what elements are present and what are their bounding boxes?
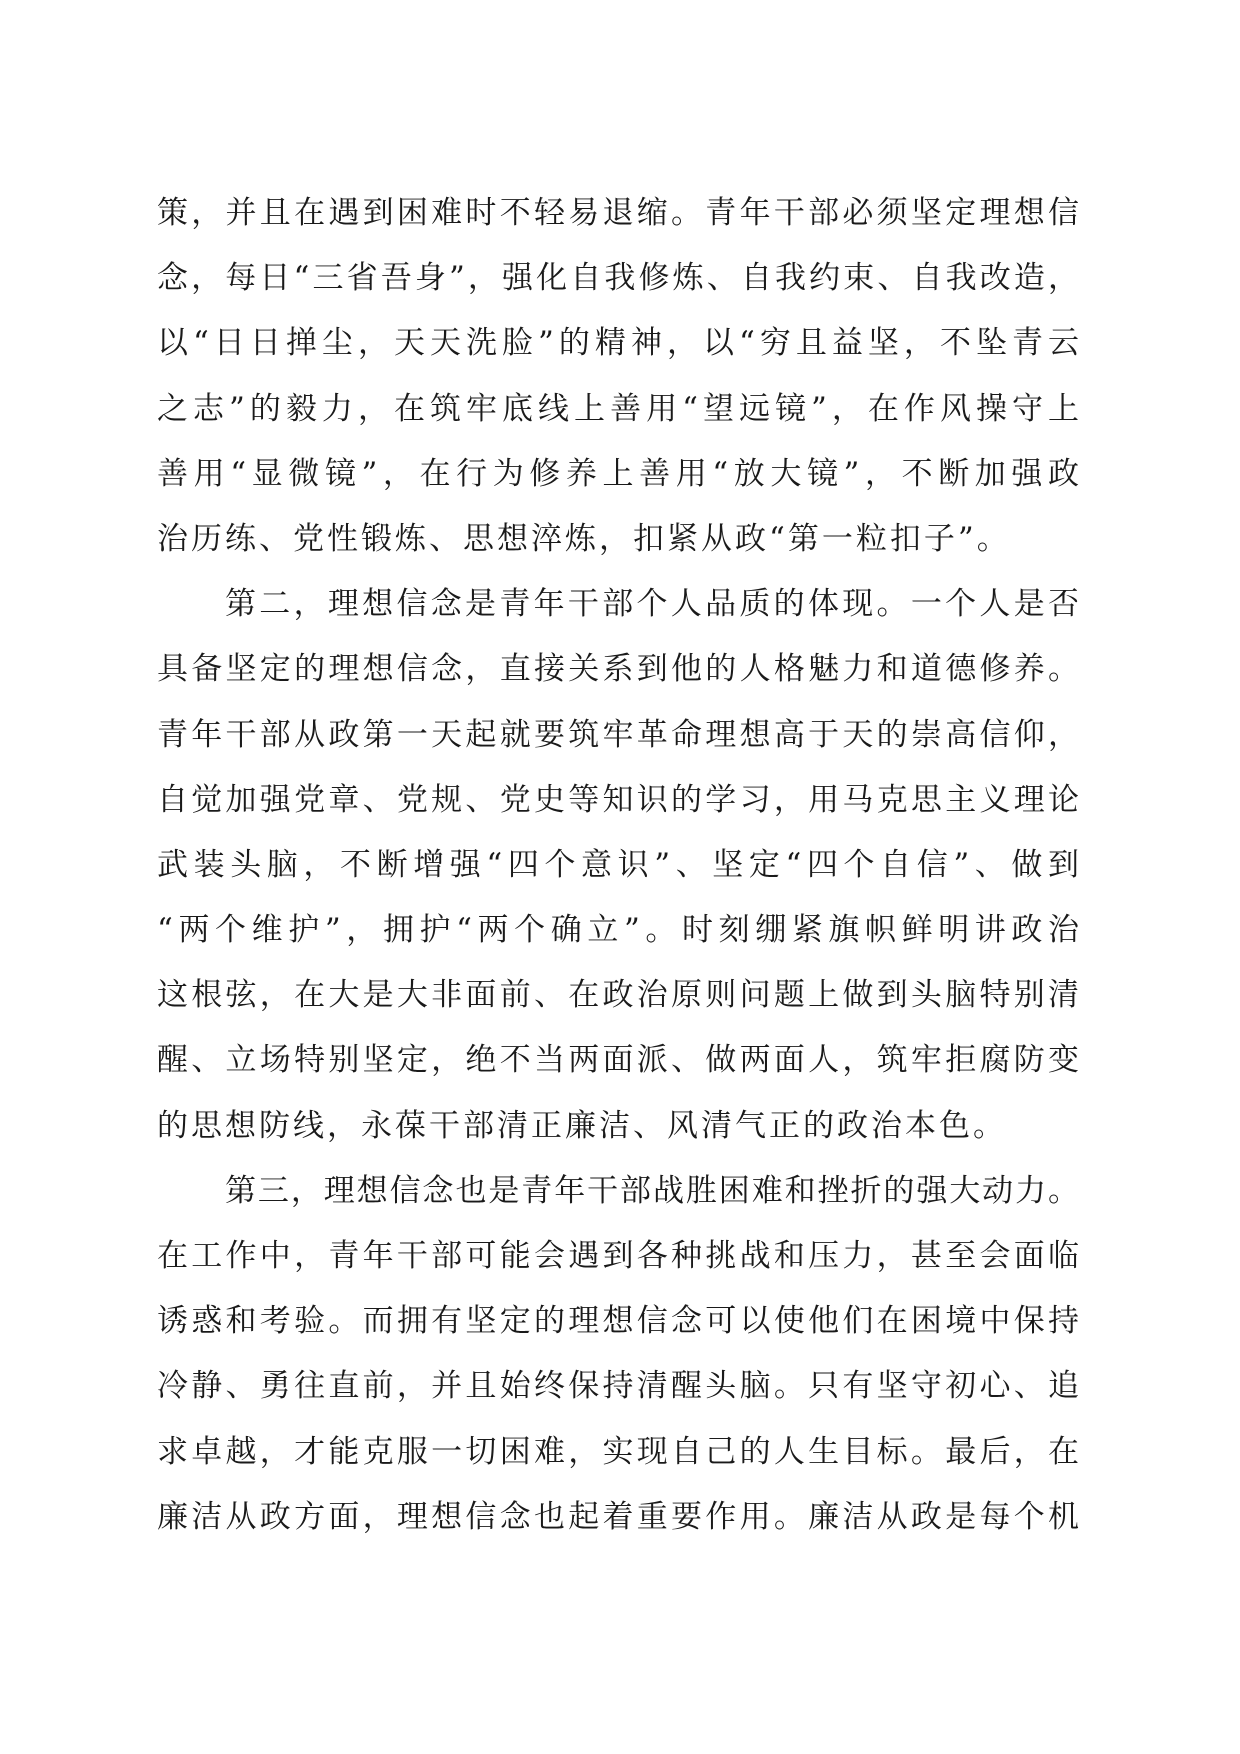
text-line: 治历练、党性锻炼、思想淬炼，扣紧从政“第一粒扣子”。: [157, 520, 1011, 557]
paragraph-2: [157, 572, 1079, 1159]
text-line: 第三，理想信念也是青年干部战胜困难和挫折的强大动力。: [225, 1172, 1079, 1209]
text-line: 的思想防线，永葆干部清正廉洁、风清气正的政治本色。: [157, 1107, 1007, 1144]
text-line: 之志”的毅力，在筑牢底线上善用“望远镜”，在作风操守上: [157, 390, 1079, 427]
text-line: 具备坚定的理想信念，直接关系到他的人格魅力和道德修养。: [157, 651, 1079, 688]
paragraph-3: [157, 1159, 1079, 1550]
text-line: 策，并且在遇到困难时不轻易退缩。青年干部必须坚定理想信: [157, 195, 1079, 231]
text-line: 自觉加强党章、党规、党史等知识的学习，用马克思主义理论: [157, 781, 1079, 818]
text-line: 冷静、勇往直前，并且始终保持清醒头脑。只有坚守初心、追: [157, 1368, 1079, 1405]
text-line: 武装头脑，不断增强“四个意识”、坚定“四个自信”、做到: [157, 846, 1079, 883]
text-line: 青年干部从政第一天起就要筑牢革命理想高于天的崇高信仰，: [157, 716, 1079, 753]
body-text: [157, 181, 1079, 1550]
text-line: 第二，理想信念是青年干部个人品质的体现。一个人是否: [225, 586, 1079, 623]
text-line: 在工作中，青年干部可能会遇到各种挑战和压力，甚至会面临: [157, 1238, 1079, 1274]
text-line: 这根弦，在大是大非面前、在政治原则问题上做到头脑特别清: [157, 977, 1079, 1014]
text-line: 求卓越，才能克服一切困难，实现自己的人生目标。最后，在: [157, 1433, 1079, 1470]
text-line: 以“日日掸尘，天天洗脸”的精神，以“穷且益坚，不坠青云: [157, 325, 1079, 362]
text-line: 醒、立场特别坚定，绝不当两面派、做两面人，筑牢拒腐防变: [157, 1042, 1079, 1079]
text-line: 善用“显微镜”，在行为修养上善用“放大镜”，不断加强政: [157, 455, 1079, 492]
text-line: 念，每日“三省吾身”，强化自我修炼、自我约束、自我改造，: [157, 260, 1079, 297]
text-line: 诱惑和考验。而拥有坚定的理想信念可以使他们在困境中保持: [157, 1303, 1079, 1340]
paragraph-1: [157, 181, 1079, 572]
text-line: 廉洁从政方面，理想信念也起着重要作用。廉洁从政是每个机: [157, 1498, 1079, 1535]
text-line: “两个维护”，拥护“两个确立”。时刻绷紧旗帜鲜明讲政治: [157, 912, 1079, 949]
